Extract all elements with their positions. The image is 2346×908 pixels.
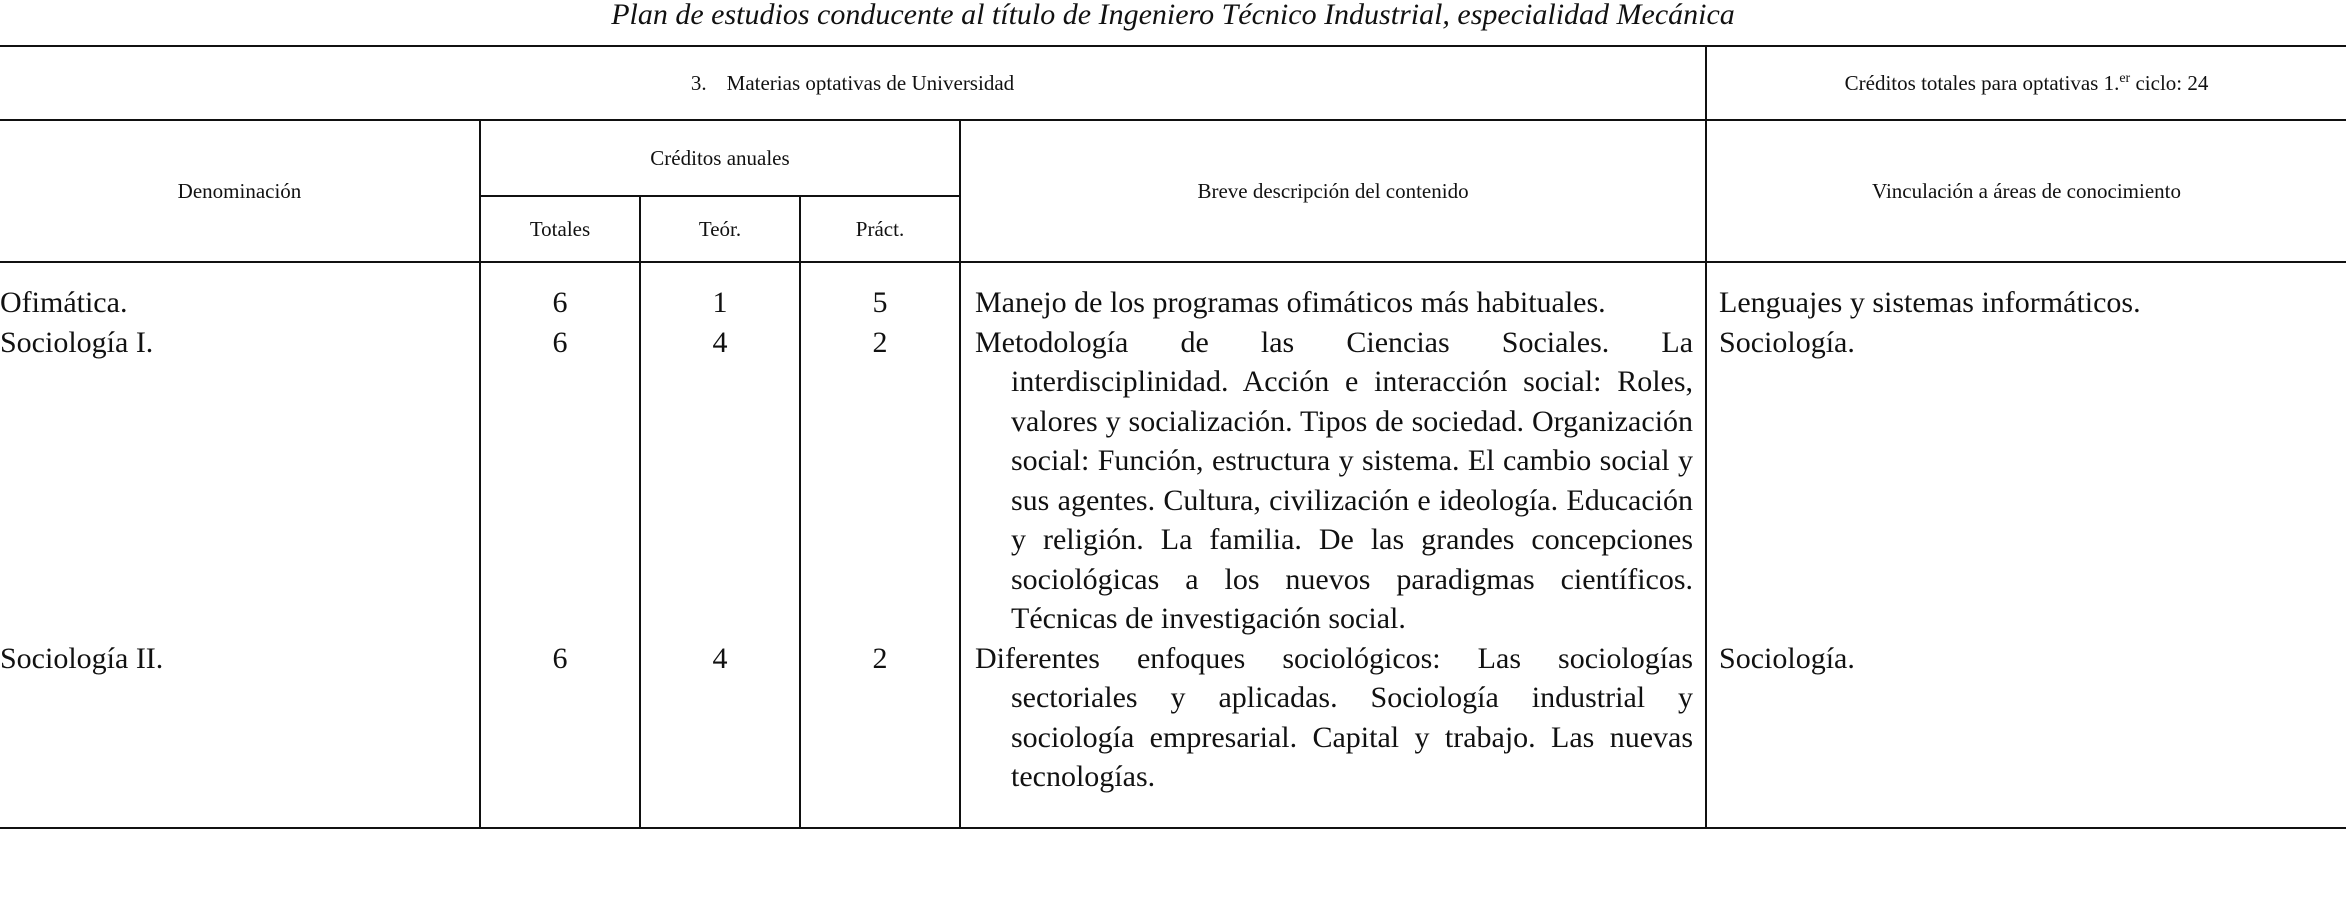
section-title-cell <box>0 46 1706 120</box>
section-number: 3. <box>690 70 707 95</box>
table-row <box>0 323 2346 639</box>
header-vinculacion: Vinculación a áreas de conocimiento <box>1706 120 2346 262</box>
study-plan-table <box>0 45 2346 829</box>
row-pract: 5 <box>800 262 960 323</box>
table-row <box>0 262 2346 323</box>
total-credits-cell <box>1706 46 2346 120</box>
header-creditos-anuales: Créditos anuales <box>480 120 960 196</box>
row-denominacion: Ofimática. <box>0 262 480 323</box>
row-denominacion: Sociología I. <box>0 323 480 639</box>
header-teor: Teór. <box>640 196 800 262</box>
header-descripcion: Breve descripción del contenido <box>960 120 1706 262</box>
row-descripcion <box>960 323 1706 639</box>
header-pract: Práct. <box>800 196 960 262</box>
row-pract: 2 <box>800 639 960 828</box>
row-teor: 1 <box>640 262 800 323</box>
table-row <box>0 639 2346 828</box>
page-title: Plan de estudios conducente al título de Ingeniero Técnico Industrial, especialidad Mecánica <box>611 0 1735 31</box>
row-vinculacion: Sociología. <box>1706 323 2346 639</box>
section-name: Materias optativas de Universidad <box>726 70 1015 95</box>
column-header-row <box>0 120 2346 196</box>
row-pract: 2 <box>800 323 960 639</box>
header-denominacion: Denominación <box>0 120 480 262</box>
row-descripcion-text: Metodología de las Ciencias Sociales. La interdisciplinidad. Acción e interacción social: Roles, valores y socialización. Tipos de sociedad. Organización social: Función, estructura y sistema. El cambio social y sus agentes. Cultura, civilización e ideología. Educación y religión. La familia. De las grandes concepciones sociológicas a los nuevos paradigmas científicos. Técnicas de investigación social. <box>975 325 1694 635</box>
credits-superscript: er <box>2119 70 2131 86</box>
row-vinculacion: Sociología. <box>1706 639 2346 828</box>
row-teor: 4 <box>640 323 800 639</box>
row-totales: 6 <box>480 639 640 828</box>
row-descripcion <box>960 639 1706 828</box>
total-credits-value: ciclo: 24 <box>2130 70 2209 95</box>
row-descripcion-text: Diferentes enfoques sociológicos: Las sociologías sectoriales y aplicadas. Sociología industrial y sociología empresarial. Capital y trabajo. Las nuevas tecnologías. <box>975 641 1694 793</box>
row-vinculacion: Lenguajes y sistemas informáticos. <box>1706 262 2346 323</box>
row-totales: 6 <box>480 323 640 639</box>
row-denominacion: Sociología II. <box>0 639 480 828</box>
header-totales: Totales <box>480 196 640 262</box>
row-teor: 4 <box>640 639 800 828</box>
section-header-row <box>0 46 2346 120</box>
total-credits-label: Créditos totales para optativas 1. <box>1844 70 2120 95</box>
row-descripcion-text: Manejo de los programas ofimáticos más habituales. <box>975 286 1606 319</box>
row-totales: 6 <box>480 262 640 323</box>
row-descripcion <box>960 262 1706 323</box>
